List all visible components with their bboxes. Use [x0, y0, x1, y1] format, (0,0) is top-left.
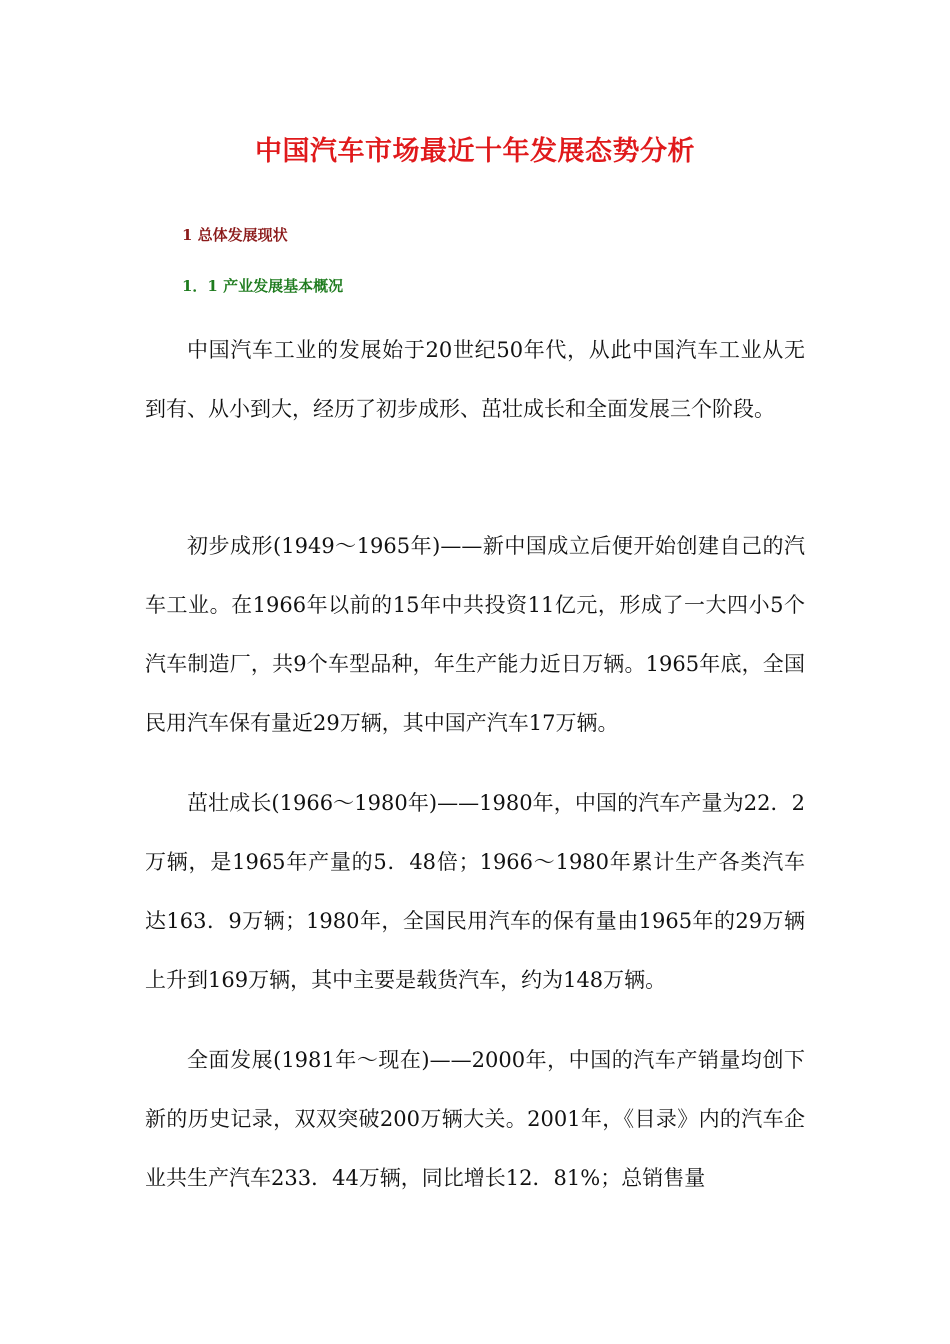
- paragraph-overview: 中国汽车工业的发展始于20世纪50年代，从此中国汽车工业从无到有、从小到大，经历了初步成形、茁壮成长和全面发展三个阶段。: [145, 338, 805, 421]
- paragraph-initial-stage: 初步成形(1949～1965年)——新中国成立后便开始创建自己的汽车工业。在1966年以前的15年中共投资11亿元，形成了一大四小5个汽车制造厂，共9个车型品种，年生产能力近日万辆。1965年底，全国民用汽车保有量近29万辆，其中国产汽车17万辆。: [145, 534, 805, 735]
- paragraph-growth-stage: 茁壮成长(1966～1980年)——1980年，中国的汽车产量为22．2万辆，是1965年产量的5．48倍；1966～1980年累计生产各类汽车达163．9万辆；1980年，全国民用汽车的保有量由1965年的29万辆上升到169万辆，其中主要是载货汽车，约为148万辆。: [145, 791, 805, 992]
- document-title: 中国汽车市场最近十年发展态势分析: [255, 136, 695, 167]
- subsection-heading: 1．1 产业发展基本概况: [182, 277, 344, 295]
- paragraph-full-development-stage: 全面发展(1981年～现在)——2000年，中国的汽车产销量均创下新的历史记录，双双突破200万辆大关。2001年，《目录》内的汽车企业共生产汽车233．44万辆，同比增长12．81%；总销售量: [145, 1048, 805, 1190]
- section-heading: 1 总体发展现状: [182, 226, 288, 244]
